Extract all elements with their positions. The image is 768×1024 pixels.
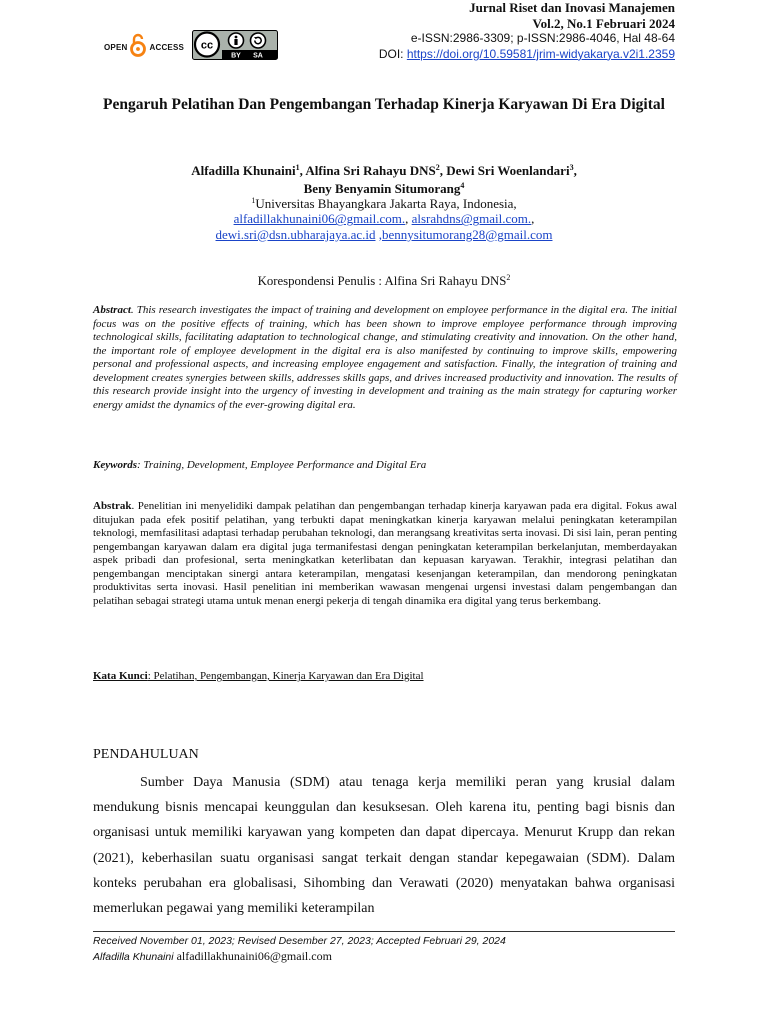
author-separator: , [439, 163, 447, 178]
abstract-english-text: . This research investigates the impact of training and development on employee performance in the digital era. The initial focus was on the positive effects of training, which has been shown to improve employee performance through improving technological skills, facilitating adaptation to technological change, and stimulating creativity and innovation. On the other hand, the important role of employee development in the digital era is also manifested by continuing to improve skills, empowering personal and professional aspects, and increasing employee engagement and satisfaction. Finally, the integration of training and development creates synergies between skills, addresses skills gaps, and drives increased productivity and innovation. The results of this research provide insight into the urgency of investing in development and training as the main strategy for capturing worker energy amidst the dynamics of the ever-growing digital era. [93, 304, 677, 411]
author-separator: , [299, 163, 306, 178]
abstract-english-label: Abstract [93, 304, 131, 316]
cc-by-sa-badge [192, 30, 278, 65]
paper-title: Pengaruh Pelatihan Dan Pengembangan Terhadap Kinerja Karyawan Di Era Digital [103, 96, 665, 113]
affiliation [90, 196, 678, 242]
author-email-link[interactable]: alfadillakhunaini06@gmail.com. [233, 211, 406, 227]
doi-link[interactable]: https://doi.org/10.59581/jrim-widyakarya.v2i1.2359 [406, 46, 675, 61]
keywords-english-label: Keywords [93, 459, 137, 471]
affiliation-institution-line [90, 196, 678, 211]
keywords-indonesian [93, 670, 677, 682]
section-heading: PENDAHULUAN [93, 747, 199, 762]
correspondence-sup: 2 [506, 273, 511, 282]
doi-label: DOI: [378, 46, 407, 61]
affiliation-email-line-2 [90, 227, 678, 242]
cc-sa-label: SA [253, 52, 263, 60]
author-list [90, 162, 678, 198]
abstract-indonesian-label: Abstrak [93, 500, 132, 512]
keywords-indonesian-text: : Pelatihan, Pengembangan, Kinerja Karyawan dan Era Digital [147, 670, 424, 682]
author-name: Alfadilla Khunaini [191, 163, 296, 178]
author-sup: 4 [460, 181, 465, 190]
author-line-1 [90, 162, 678, 180]
correspondence [90, 274, 678, 289]
journal-doi [379, 47, 675, 63]
author-email-link[interactable]: ,bennysitumorang28@gmail.com [378, 226, 553, 242]
footer-author [93, 949, 332, 964]
author-name: Dewi Sri Woenlandari [446, 163, 570, 178]
author-sup: 3 [569, 163, 574, 172]
abstract-indonesian-text: . Penelitian ini menyelidiki dampak pelatihan dan pengembangan terhadap kinerja karyawan pada era digital. Fokus awal ditujukan pada efek positif pelatihan, yang terbukti dapat meningkatkan kinerja karyawan melalui peningkatan keterampilan teknologi, memfasilitasi adaptasi terhadap perubahan teknologi, dan merangsang kreativitas serta inovasi. Di sisi lain, peran penting pengembangan karyawan dalam era digital juga termanifestasi dengan peningkatan keterampilan berkelanjutan, memberdayakan aspek pribadi dan profesional, serta meningkatkan keterlibatan dan kepuasan karyawan. Terakhir, integrasi pelatihan dan pengembangan menciptakan sinergi antara keterampilan, mengatasi kesenjangan keterampilan, dan mendorong peningkatan produktivitas serta inovasi. Hasil penelitian ini memberikan wawasan mengenai urgensi investasi dalam pengembangan dan pelatihan sebagai strategi utama untuk menan energi pekerja di tengah dinamika era digital yang terus berkembang. [93, 500, 677, 607]
keywords-english-text: : Training, Development, Employee Performance and Digital Era [137, 459, 427, 471]
footer-author-email: alfadillakhunaini06@gmail.com [176, 949, 332, 963]
body-paragraph: Sumber Daya Manusia (SDM) atau tenaga kerja memiliki peran yang krusial dalam mendukung bisnis mencapai keunggulan dan kesuksesan. Oleh karena itu, penting bagi bisnis dan organisasi untuk memiliki karyawan yang kompeten dan dapat dipercaya. Menurut Krupp dan rekan (2021), keberhasilan suatu organisasi sangat terkait dengan standar kepegawaian (SDM). Dalam konteks perubahan era globalisasi, Sihombing dan Verawati (2020) menyatakan bahwa organisasi memerlukan pegawai yang memiliki keterampilan [93, 775, 675, 917]
open-access-label-right: ACCESS [149, 43, 185, 52]
journal-issn: e-ISSN:2986-3309; p-ISSN:2986-4046, Hal 48-64 [410, 31, 675, 46]
footer-dates: Received November 01, 2023; Revised Desember 27, 2023; Accepted Februari 29, 2024 [93, 935, 506, 947]
footer-divider [93, 931, 675, 932]
affiliation-institution: Universitas Bhayangkara Jakarta Raya, Indonesia, [255, 196, 517, 211]
keywords-english [93, 459, 677, 471]
journal-info [379, 0, 675, 62]
author-sup: 1 [295, 163, 300, 172]
journal-volume: Vol.2, No.1 Februari 2024 [532, 15, 675, 31]
author-separator: , [573, 163, 577, 178]
author-name: Beny Benyamin Situmorang [303, 181, 461, 196]
affiliation-sup: 1 [251, 196, 256, 205]
author-email-link[interactable]: dewi.sri@dsn.ubharajaya.ac.id [215, 226, 376, 242]
license-logos [104, 30, 278, 65]
open-access-label-left: OPEN [104, 43, 128, 52]
open-access-lock-icon [130, 33, 146, 62]
email-separator: , [405, 211, 412, 227]
author-name: Alfina Sri Rahayu DNS [305, 163, 436, 178]
footer-author-name: Alfadilla Khunaini [93, 951, 174, 963]
cc-by-label: BY [231, 52, 241, 60]
affiliation-email-line-1 [90, 211, 678, 226]
author-sup: 2 [435, 163, 440, 172]
svg-text:cc: cc [200, 39, 214, 52]
abstract-english [93, 304, 677, 412]
author-email-link[interactable]: alsrahdns@gmail.com. [411, 211, 532, 227]
abstract-indonesian [93, 500, 677, 608]
correspondence-text: Korespondensi Penulis : Alfina Sri Rahayu DNS [257, 274, 507, 288]
journal-name: Jurnal Riset dan Inovasi Manajemen [469, 0, 675, 15]
email-separator: , [531, 211, 535, 227]
keywords-indonesian-label: Kata Kunci [93, 670, 148, 682]
